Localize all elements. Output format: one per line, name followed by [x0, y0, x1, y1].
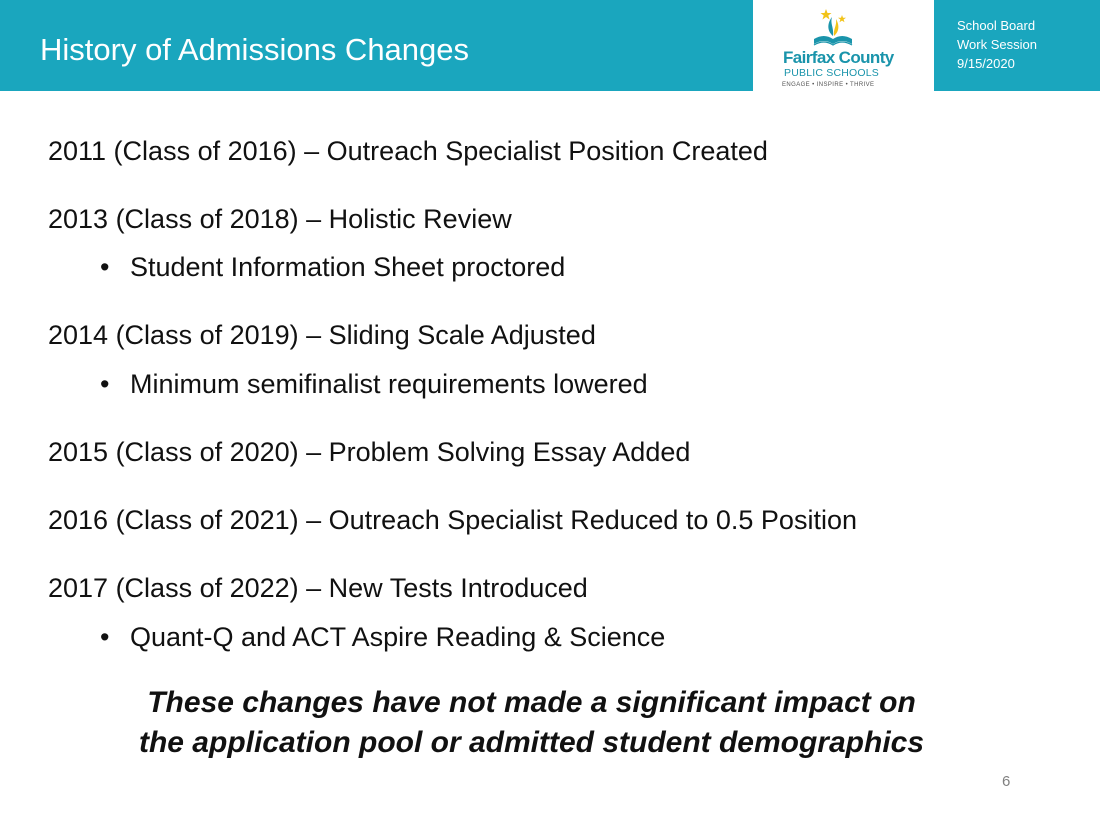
title-banner — [0, 0, 753, 91]
subitem-text: Quant-Q and ACT Aspire Reading & Science — [130, 622, 666, 652]
session-info-banner — [934, 0, 1100, 91]
timeline-item-2014: 2014 (Class of 2019) – Sliding Scale Adjusted — [48, 320, 596, 350]
timeline-subitem-2017 — [100, 622, 665, 653]
torch-book-logo-icon — [793, 6, 873, 52]
conclusion-line-1: These changes have not made a significant impact on — [147, 686, 916, 719]
meta-session: Work Session — [957, 37, 1037, 52]
bullet-icon: • — [100, 252, 110, 282]
subitem-text: Minimum semifinalist requirements lowered — [130, 369, 648, 399]
slide-title: History of Admissions Changes — [40, 32, 470, 67]
timeline-item-2016: 2016 (Class of 2021) – Outreach Specialist Reduced to 0.5 Position — [48, 505, 857, 535]
timeline-subitem-2013 — [100, 252, 565, 283]
logo-name: Fairfax County — [783, 48, 894, 67]
timeline-item-2015: 2015 (Class of 2020) – Problem Solving Essay Added — [48, 437, 691, 467]
logo-subtitle: PUBLIC SCHOOLS — [784, 67, 879, 79]
page-number: 6 — [1002, 773, 1011, 790]
subitem-text: Student Information Sheet proctored — [130, 252, 566, 282]
timeline-item-2011: 2011 (Class of 2016) – Outreach Specialist Position Created — [48, 136, 768, 166]
bullet-icon: • — [100, 369, 110, 399]
conclusion-statement — [0, 683, 1063, 763]
meta-date: 9/15/2020 — [957, 56, 1015, 71]
conclusion-line-2: the application pool or admitted student demographics — [138, 726, 925, 759]
timeline-item-2013: 2013 (Class of 2018) – Holistic Review — [48, 204, 512, 234]
timeline-item-2017: 2017 (Class of 2022) – New Tests Introduced — [48, 573, 588, 603]
timeline-subitem-2014 — [100, 369, 648, 400]
logo-tagline: ENGAGE • INSPIRE • THRIVE — [782, 82, 875, 88]
bullet-icon: • — [100, 622, 110, 652]
meta-board: School Board — [957, 18, 1036, 33]
fcps-logo — [753, 0, 934, 91]
